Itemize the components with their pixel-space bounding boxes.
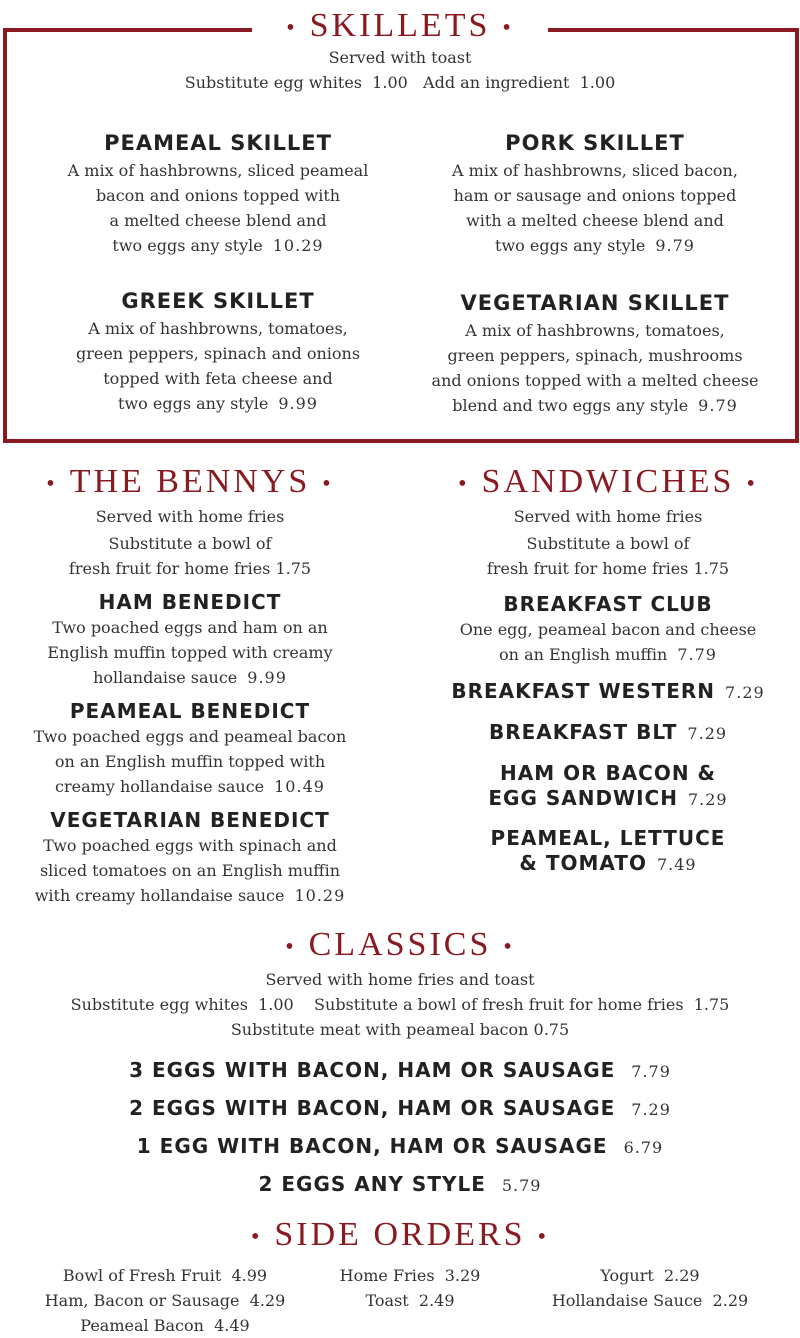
item-name: PEAMEAL, LETTUCE <box>490 826 726 851</box>
skillet-item <box>405 288 785 418</box>
item-price: 7.29 <box>687 790 728 810</box>
item-name: BREAKFAST BLT <box>488 720 678 745</box>
side-orders-column <box>20 1263 310 1338</box>
item-price: 7.79 <box>631 1062 671 1082</box>
sandwich-item <box>408 591 800 667</box>
item-description: A mix of hashbrowns, tomatoes, green peppers, spinach, mushrooms and onions topped with a melted cheese blend and two eggs any style 9.79 <box>431 321 759 415</box>
skillets-substitutions: Substitute egg whites 1.00 Add an ingredient 1.00 <box>184 73 616 92</box>
classic-item <box>0 1166 800 1204</box>
item-price: 7.29 <box>687 724 728 744</box>
benny-item <box>0 807 390 908</box>
item-description: A mix of hashbrowns, sliced bacon, ham or sausage and onions topped with a melted cheese blend and two eggs any style 9.79 <box>452 161 738 255</box>
item-price: 9.79 <box>655 236 695 255</box>
item-description: A mix of hashbrowns, tomatoes, green peppers, spinach and onions topped with feta cheese and two eggs any style 9.99 <box>75 319 361 413</box>
item-name: VEGETARIAN SKILLET <box>460 291 730 315</box>
item-name: GREEK SKILLET <box>121 289 315 313</box>
skillet-item <box>28 286 408 416</box>
side-item: Bowl of Fresh Fruit 4.99 <box>62 1266 268 1285</box>
classic-item <box>0 1128 800 1166</box>
bullet-icon: • <box>537 1224 549 1251</box>
side-item: Hollandaise Sauce 2.29 <box>551 1291 749 1310</box>
item-description: A mix of hashbrowns, sliced peameal bacon and onions topped with a melted cheese blend and two eggs any style 10.29 <box>67 161 369 255</box>
item-price: 7.79 <box>677 645 717 665</box>
item-price: 7.29 <box>725 683 765 703</box>
item-description: Two poached eggs and peameal bacon on an English muffin topped with creamy hollandaise sauce 10.49 <box>33 727 347 797</box>
item-price: 6.79 <box>623 1138 664 1158</box>
bennys-served: Served with home fries <box>95 507 285 527</box>
sandwiches-section <box>408 462 800 877</box>
item-name: BREAKFAST CLUB <box>503 592 713 617</box>
benny-item <box>0 698 390 799</box>
classics-served: Served with home fries and toast <box>265 970 535 990</box>
bullet-icon: • <box>503 934 515 961</box>
item-price: 7.49 <box>656 855 697 875</box>
skillets-header <box>252 6 548 46</box>
bennys-sub-line2: fresh fruit for home fries 1.75 <box>68 559 312 579</box>
item-name: 2 EGGS WITH BACON, HAM OR SAUSAGE <box>129 1096 616 1121</box>
sandwich-item <box>408 826 800 877</box>
bennys-title: • THE BENNYS • <box>0 462 390 504</box>
item-price: 10.29 <box>272 236 324 255</box>
side-item: Toast 2.49 <box>365 1291 455 1310</box>
item-price: 10.49 <box>274 777 325 797</box>
item-name-line2: EGG SANDWICH <box>488 786 678 811</box>
skillets-served: Served with toast <box>328 48 472 67</box>
classics-title: • CLASSICS • <box>0 925 800 967</box>
skillets-title: • SKILLETS • <box>252 6 548 48</box>
classics-substitutions: Substitute egg whites 1.00 Substitute a bowl of fresh fruit for home fries 1.75 <box>70 995 730 1015</box>
classics-section <box>0 925 800 1204</box>
bullet-icon: • <box>746 471 758 498</box>
side-orders-column <box>310 1263 510 1313</box>
classics-substitution-meat: Substitute meat with peameal bacon 0.75 <box>230 1020 570 1040</box>
bennys-section <box>0 462 390 908</box>
item-name: PORK SKILLET <box>505 131 685 155</box>
item-description: Two poached eggs with spinach and sliced tomatoes on an English muffin with creamy hollandaise sauce 10.29 <box>34 836 346 906</box>
item-name: HAM BENEDICT <box>98 590 282 615</box>
side-orders-column <box>515 1263 785 1313</box>
bullet-icon: • <box>322 471 334 498</box>
side-item: Yogurt 2.29 <box>600 1266 700 1285</box>
side-item: Ham, Bacon or Sausage 4.29 <box>44 1291 286 1310</box>
item-price: 10.29 <box>294 886 346 906</box>
side-orders-section <box>0 1213 800 1335</box>
item-name: VEGETARIAN BENEDICT <box>50 808 330 833</box>
item-price: 9.99 <box>278 394 318 413</box>
item-description: One egg, peameal bacon and cheese on an English muffin 7.79 <box>459 620 757 665</box>
classic-item <box>0 1090 800 1128</box>
sandwich-item <box>408 679 800 705</box>
bennys-sub-line1: Substitute a bowl of <box>108 534 272 554</box>
item-price: 9.99 <box>247 668 287 688</box>
sandwiches-title: • SANDWICHES • <box>408 462 800 504</box>
bullet-icon: • <box>46 471 58 498</box>
sandwiches-sub-line1: Substitute a bowl of <box>526 534 690 554</box>
item-name: BREAKFAST WESTERN <box>451 679 716 704</box>
sandwich-item <box>408 761 800 812</box>
sandwiches-served: Served with home fries <box>513 507 703 527</box>
bullet-icon: • <box>250 1224 263 1251</box>
skillet-item <box>28 128 408 258</box>
skillet-item <box>405 128 785 258</box>
item-name: PEAMEAL BENEDICT <box>69 699 311 724</box>
benny-item <box>0 589 390 690</box>
bullet-icon: • <box>286 15 298 42</box>
sandwich-item <box>408 720 800 746</box>
classics-list <box>0 1052 800 1204</box>
item-name: HAM OR BACON & <box>500 761 716 786</box>
bullet-icon: • <box>285 934 297 961</box>
item-name: PEAMEAL SKILLET <box>104 131 332 155</box>
item-name: 2 EGGS ANY STYLE <box>258 1172 486 1197</box>
skillets-notes <box>0 45 800 95</box>
side-orders-title: • SIDE ORDERS • <box>0 1213 800 1259</box>
item-name-line2: & TOMATO <box>519 851 647 876</box>
side-item: Home Fries 3.29 <box>339 1266 481 1285</box>
classic-item <box>0 1052 800 1090</box>
item-price: 5.79 <box>501 1176 542 1196</box>
item-description: Two poached eggs and ham on an English muffin topped with creamy hollandaise sauce 9.99 <box>47 618 333 688</box>
item-name: 1 EGG WITH BACON, HAM OR SAUSAGE <box>136 1134 608 1159</box>
bullet-icon: • <box>458 471 470 498</box>
side-item: Peameal Bacon 4.49 <box>80 1316 250 1335</box>
item-name: 3 EGGS WITH BACON, HAM OR SAUSAGE <box>129 1058 616 1083</box>
sandwiches-sub-line2: fresh fruit for home fries 1.75 <box>486 559 730 579</box>
item-price: 9.79 <box>698 396 738 415</box>
bullet-icon: • <box>502 15 514 42</box>
item-price: 7.29 <box>631 1100 671 1120</box>
